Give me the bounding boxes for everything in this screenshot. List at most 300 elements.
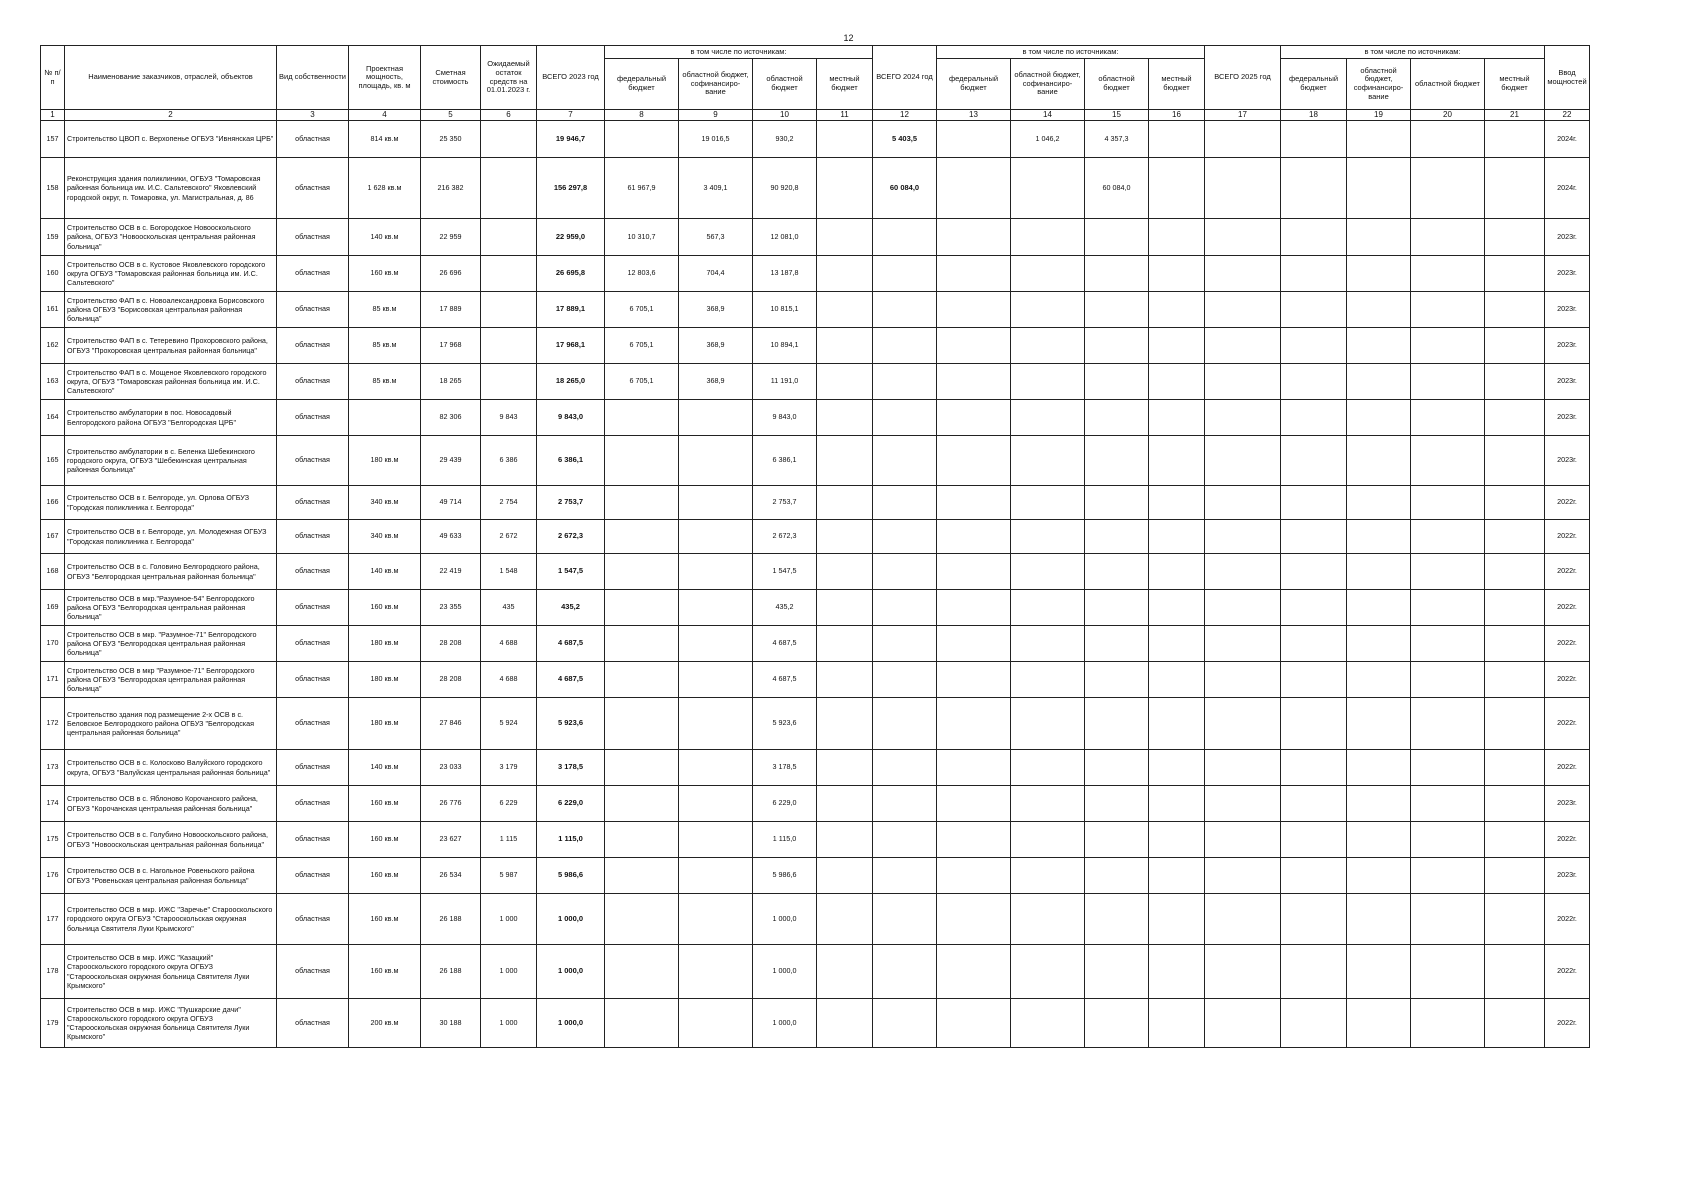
estimated-cost: 22 419 xyxy=(421,554,481,590)
local-2024 xyxy=(1149,590,1205,626)
estimated-cost: 22 959 xyxy=(421,219,481,256)
table-row xyxy=(41,554,1590,590)
regional-2023: 930,2 xyxy=(753,121,817,158)
regional-2023: 1 000,0 xyxy=(753,999,817,1048)
expected-remainder: 1 000 xyxy=(481,945,537,999)
ownership-type: областная xyxy=(277,436,349,486)
total-2023: 1 000,0 xyxy=(537,999,605,1048)
federal-2025 xyxy=(1281,698,1347,750)
row-number: 174 xyxy=(41,786,65,822)
project-capacity: 140 кв.м xyxy=(349,554,421,590)
federal-2023 xyxy=(605,945,679,999)
commission-year: 2024г. xyxy=(1545,158,1590,219)
expected-remainder xyxy=(481,219,537,256)
federal-2023 xyxy=(605,590,679,626)
regional-2024 xyxy=(1085,786,1149,822)
cofinancing-2025 xyxy=(1347,400,1411,436)
column-number: 15 xyxy=(1085,110,1149,121)
col-header-estimate: Сметная стоимость xyxy=(421,46,481,110)
cofinancing-2025 xyxy=(1347,662,1411,698)
local-2025 xyxy=(1485,858,1545,894)
total-2025 xyxy=(1205,999,1281,1048)
regional-2023: 13 187,8 xyxy=(753,256,817,292)
local-2023 xyxy=(817,590,873,626)
project-capacity: 160 кв.м xyxy=(349,590,421,626)
total-2024 xyxy=(873,256,937,292)
total-2025 xyxy=(1205,364,1281,400)
regional-2023: 12 081,0 xyxy=(753,219,817,256)
federal-2024 xyxy=(937,858,1011,894)
federal-2024 xyxy=(937,662,1011,698)
object-name: Строительство ФАП в с. Мощеное Яковлевского городского округа, ОГБУЗ "Томаровская районная больница им. И.С. Сальтевского" xyxy=(65,364,277,400)
cofinancing-2024 xyxy=(1011,945,1085,999)
cofinancing-2025 xyxy=(1347,486,1411,520)
federal-2024 xyxy=(937,328,1011,364)
local-2025 xyxy=(1485,121,1545,158)
table-row xyxy=(41,121,1590,158)
cofinancing-2025 xyxy=(1347,945,1411,999)
local-2023 xyxy=(817,292,873,328)
regional-2024 xyxy=(1085,626,1149,662)
regional-2023: 10 894,1 xyxy=(753,328,817,364)
ownership-type: областная xyxy=(277,662,349,698)
project-capacity xyxy=(349,400,421,436)
row-number: 177 xyxy=(41,894,65,945)
federal-2025 xyxy=(1281,858,1347,894)
local-2023 xyxy=(817,219,873,256)
cofinancing-2024 xyxy=(1011,328,1085,364)
col-header-ownership: Вид собственности xyxy=(277,46,349,110)
investment-table-sheet xyxy=(40,45,1590,1048)
total-2023: 4 687,5 xyxy=(537,662,605,698)
regional-2023: 2 753,7 xyxy=(753,486,817,520)
local-2025 xyxy=(1485,292,1545,328)
regional-2025 xyxy=(1411,400,1485,436)
cofinancing-2023 xyxy=(679,626,753,662)
regional-2025 xyxy=(1411,436,1485,486)
federal-2023: 6 705,1 xyxy=(605,292,679,328)
local-2023 xyxy=(817,520,873,554)
federal-2024 xyxy=(937,486,1011,520)
expected-remainder xyxy=(481,256,537,292)
total-2023: 1 000,0 xyxy=(537,945,605,999)
row-number: 167 xyxy=(41,520,65,554)
column-number: 19 xyxy=(1347,110,1411,121)
expected-remainder: 1 548 xyxy=(481,554,537,590)
local-2025 xyxy=(1485,590,1545,626)
local-2024 xyxy=(1149,219,1205,256)
commission-year: 2022г. xyxy=(1545,626,1590,662)
estimated-cost: 216 382 xyxy=(421,158,481,219)
project-capacity: 200 кв.м xyxy=(349,999,421,1048)
local-2023 xyxy=(817,436,873,486)
federal-2023 xyxy=(605,436,679,486)
total-2024 xyxy=(873,894,937,945)
federal-2025 xyxy=(1281,486,1347,520)
local-2024 xyxy=(1149,436,1205,486)
regional-2024 xyxy=(1085,662,1149,698)
object-name: Строительство ОСВ в г. Белгороде, ул. Орлова ОГБУЗ "Городская поликлиника г. Белгорода" xyxy=(65,486,277,520)
cofinancing-2023 xyxy=(679,945,753,999)
commission-year: 2023г. xyxy=(1545,219,1590,256)
total-2025 xyxy=(1205,292,1281,328)
local-2025 xyxy=(1485,554,1545,590)
local-2024 xyxy=(1149,554,1205,590)
ownership-type: областная xyxy=(277,750,349,786)
local-2025 xyxy=(1485,364,1545,400)
object-name: Строительство ФАП в с. Новоалександровка Борисовского района ОГБУЗ "Борисовская центральная районная больница" xyxy=(65,292,277,328)
ownership-type: областная xyxy=(277,822,349,858)
row-number: 160 xyxy=(41,256,65,292)
cofinancing-2025 xyxy=(1347,158,1411,219)
cofinancing-2023 xyxy=(679,520,753,554)
object-name: Строительство ОСВ в мкр. ИЖС "Заречье" Старооскольского городского округа ОГБУЗ "Старооскольская окружная больница Святителя Луки Крымского" xyxy=(65,894,277,945)
cofinancing-2024 xyxy=(1011,786,1085,822)
cofinancing-2023 xyxy=(679,999,753,1048)
project-capacity: 160 кв.м xyxy=(349,256,421,292)
regional-2024 xyxy=(1085,486,1149,520)
local-2024 xyxy=(1149,858,1205,894)
estimated-cost: 26 776 xyxy=(421,786,481,822)
regional-2023: 435,2 xyxy=(753,590,817,626)
estimated-cost: 29 439 xyxy=(421,436,481,486)
local-2024 xyxy=(1149,786,1205,822)
regional-2024 xyxy=(1085,364,1149,400)
expected-remainder xyxy=(481,158,537,219)
federal-2025 xyxy=(1281,554,1347,590)
federal-2024 xyxy=(937,400,1011,436)
cofinancing-2025 xyxy=(1347,698,1411,750)
total-2025 xyxy=(1205,554,1281,590)
regional-2025 xyxy=(1411,894,1485,945)
total-2025 xyxy=(1205,486,1281,520)
estimated-cost: 23 355 xyxy=(421,590,481,626)
regional-2023: 5 986,6 xyxy=(753,858,817,894)
column-number: 10 xyxy=(753,110,817,121)
local-2024 xyxy=(1149,999,1205,1048)
commission-year: 2023г. xyxy=(1545,292,1590,328)
total-2024 xyxy=(873,436,937,486)
federal-2023: 6 705,1 xyxy=(605,364,679,400)
regional-2025 xyxy=(1411,786,1485,822)
local-2024 xyxy=(1149,364,1205,400)
estimated-cost: 49 633 xyxy=(421,520,481,554)
cofinancing-2024 xyxy=(1011,292,1085,328)
ownership-type: областная xyxy=(277,158,349,219)
regional-2025 xyxy=(1411,590,1485,626)
project-capacity: 814 кв.м xyxy=(349,121,421,158)
ownership-type: областная xyxy=(277,520,349,554)
col-header-federal-2025: федеральный бюджет xyxy=(1281,59,1347,110)
cofinancing-2025 xyxy=(1347,436,1411,486)
total-2025 xyxy=(1205,158,1281,219)
local-2023 xyxy=(817,486,873,520)
local-2025 xyxy=(1485,999,1545,1048)
column-number: 5 xyxy=(421,110,481,121)
ownership-type: областная xyxy=(277,121,349,158)
federal-2023: 10 310,7 xyxy=(605,219,679,256)
expected-remainder xyxy=(481,328,537,364)
federal-2025 xyxy=(1281,121,1347,158)
row-number: 162 xyxy=(41,328,65,364)
cofinancing-2024 xyxy=(1011,626,1085,662)
federal-2025 xyxy=(1281,750,1347,786)
project-capacity: 85 кв.м xyxy=(349,328,421,364)
federal-2025 xyxy=(1281,364,1347,400)
federal-2024 xyxy=(937,520,1011,554)
federal-2025 xyxy=(1281,662,1347,698)
local-2023 xyxy=(817,858,873,894)
federal-2025 xyxy=(1281,256,1347,292)
table-row xyxy=(41,698,1590,750)
estimated-cost: 82 306 xyxy=(421,400,481,436)
expected-remainder: 5 924 xyxy=(481,698,537,750)
regional-2025 xyxy=(1411,364,1485,400)
regional-2024 xyxy=(1085,822,1149,858)
federal-2023 xyxy=(605,698,679,750)
project-capacity: 340 кв.м xyxy=(349,520,421,554)
column-number: 20 xyxy=(1411,110,1485,121)
col-header-federal-2023: федеральный бюджет xyxy=(605,59,679,110)
row-number: 168 xyxy=(41,554,65,590)
regional-2023: 9 843,0 xyxy=(753,400,817,436)
regional-2024 xyxy=(1085,520,1149,554)
total-2025 xyxy=(1205,750,1281,786)
estimated-cost: 17 889 xyxy=(421,292,481,328)
local-2023 xyxy=(817,698,873,750)
local-2023 xyxy=(817,999,873,1048)
row-number: 179 xyxy=(41,999,65,1048)
federal-2024 xyxy=(937,364,1011,400)
total-2024 xyxy=(873,590,937,626)
col-header-total-2023: ВСЕГО 2023 год xyxy=(537,46,605,110)
federal-2023 xyxy=(605,858,679,894)
regional-2025 xyxy=(1411,858,1485,894)
total-2023: 6 229,0 xyxy=(537,786,605,822)
expected-remainder: 4 688 xyxy=(481,662,537,698)
cofinancing-2025 xyxy=(1347,894,1411,945)
regional-2024 xyxy=(1085,328,1149,364)
cofinancing-2023 xyxy=(679,786,753,822)
row-number: 173 xyxy=(41,750,65,786)
expected-remainder: 3 179 xyxy=(481,750,537,786)
local-2025 xyxy=(1485,400,1545,436)
commission-year: 2023г. xyxy=(1545,364,1590,400)
col-header-local-2025: местный бюджет xyxy=(1485,59,1545,110)
federal-2025 xyxy=(1281,590,1347,626)
ownership-type: областная xyxy=(277,256,349,292)
row-number: 176 xyxy=(41,858,65,894)
table-row xyxy=(41,750,1590,786)
regional-2023: 6 229,0 xyxy=(753,786,817,822)
table-row xyxy=(41,436,1590,486)
total-2024 xyxy=(873,750,937,786)
regional-2023: 6 386,1 xyxy=(753,436,817,486)
table-row xyxy=(41,158,1590,219)
ownership-type: областная xyxy=(277,328,349,364)
project-capacity: 160 кв.м xyxy=(349,894,421,945)
regional-2024 xyxy=(1085,750,1149,786)
estimated-cost: 30 188 xyxy=(421,999,481,1048)
cofinancing-2024: 1 046,2 xyxy=(1011,121,1085,158)
commission-year: 2022г. xyxy=(1545,486,1590,520)
regional-2023: 11 191,0 xyxy=(753,364,817,400)
local-2024 xyxy=(1149,520,1205,554)
column-number: 13 xyxy=(937,110,1011,121)
federal-2025 xyxy=(1281,158,1347,219)
total-2023: 6 386,1 xyxy=(537,436,605,486)
cofinancing-2024 xyxy=(1011,750,1085,786)
cofinancing-2024 xyxy=(1011,858,1085,894)
expected-remainder xyxy=(481,121,537,158)
federal-2023 xyxy=(605,662,679,698)
estimated-cost: 26 188 xyxy=(421,945,481,999)
total-2023: 156 297,8 xyxy=(537,158,605,219)
regional-2024: 60 084,0 xyxy=(1085,158,1149,219)
regional-2023: 10 815,1 xyxy=(753,292,817,328)
local-2025 xyxy=(1485,626,1545,662)
regional-2024 xyxy=(1085,894,1149,945)
cofinancing-2025 xyxy=(1347,858,1411,894)
regional-2024 xyxy=(1085,999,1149,1048)
ownership-type: областная xyxy=(277,894,349,945)
table-row xyxy=(41,999,1590,1048)
project-capacity: 140 кв.м xyxy=(349,219,421,256)
col-header-total-2024: ВСЕГО 2024 год xyxy=(873,46,937,110)
expected-remainder: 6 229 xyxy=(481,786,537,822)
column-number: 4 xyxy=(349,110,421,121)
expected-remainder: 4 688 xyxy=(481,626,537,662)
cofinancing-2023: 3 409,1 xyxy=(679,158,753,219)
local-2025 xyxy=(1485,750,1545,786)
total-2025 xyxy=(1205,256,1281,292)
federal-2023 xyxy=(605,486,679,520)
regional-2024 xyxy=(1085,292,1149,328)
column-number: 16 xyxy=(1149,110,1205,121)
project-capacity: 340 кв.м xyxy=(349,486,421,520)
regional-2025 xyxy=(1411,662,1485,698)
estimated-cost: 25 350 xyxy=(421,121,481,158)
local-2025 xyxy=(1485,698,1545,750)
total-2025 xyxy=(1205,662,1281,698)
total-2024: 60 084,0 xyxy=(873,158,937,219)
column-number: 21 xyxy=(1485,110,1545,121)
federal-2024 xyxy=(937,786,1011,822)
federal-2023 xyxy=(605,400,679,436)
total-2024 xyxy=(873,698,937,750)
object-name: Строительство ОСВ в мкр. "Разумное-71" Белгородского района ОГБУЗ "Белгородская центральная районная больница" xyxy=(65,626,277,662)
column-number: 3 xyxy=(277,110,349,121)
col-header-capacity: Проектная мощность, площадь, кв. м xyxy=(349,46,421,110)
object-name: Строительство ФАП в с. Тетеревино Прохоровского района, ОГБУЗ "Прохоровская центральная районная больница" xyxy=(65,328,277,364)
table-row xyxy=(41,520,1590,554)
cofinancing-2024 xyxy=(1011,158,1085,219)
row-number: 158 xyxy=(41,158,65,219)
column-number: 9 xyxy=(679,110,753,121)
local-2023 xyxy=(817,786,873,822)
total-2024 xyxy=(873,626,937,662)
row-number: 166 xyxy=(41,486,65,520)
commission-year: 2022г. xyxy=(1545,894,1590,945)
table-row xyxy=(41,945,1590,999)
local-2025 xyxy=(1485,158,1545,219)
project-capacity: 160 кв.м xyxy=(349,822,421,858)
cofinancing-2023: 704,4 xyxy=(679,256,753,292)
col-header-regional-2025: областной бюджет xyxy=(1411,59,1485,110)
ownership-type: областная xyxy=(277,858,349,894)
total-2024 xyxy=(873,520,937,554)
total-2025 xyxy=(1205,436,1281,486)
commission-year: 2022г. xyxy=(1545,554,1590,590)
table-row xyxy=(41,256,1590,292)
total-2023: 17 968,1 xyxy=(537,328,605,364)
page-number: 12 xyxy=(843,33,854,43)
cofinancing-2024 xyxy=(1011,400,1085,436)
total-2023: 19 946,7 xyxy=(537,121,605,158)
federal-2023: 12 803,6 xyxy=(605,256,679,292)
ownership-type: областная xyxy=(277,292,349,328)
estimated-cost: 26 188 xyxy=(421,894,481,945)
local-2024 xyxy=(1149,486,1205,520)
commission-year: 2022г. xyxy=(1545,822,1590,858)
row-number: 175 xyxy=(41,822,65,858)
federal-2023 xyxy=(605,121,679,158)
federal-2025 xyxy=(1281,436,1347,486)
total-2023: 435,2 xyxy=(537,590,605,626)
expected-remainder: 6 386 xyxy=(481,436,537,486)
object-name: Строительство ОСВ в с. Нагольное Ровеньского района ОГБУЗ "Ровеньская центральная районная больница" xyxy=(65,858,277,894)
estimated-cost: 17 968 xyxy=(421,328,481,364)
local-2024 xyxy=(1149,698,1205,750)
federal-2024 xyxy=(937,292,1011,328)
column-number: 1 xyxy=(41,110,65,121)
cofinancing-2023 xyxy=(679,436,753,486)
table-row xyxy=(41,590,1590,626)
row-number: 171 xyxy=(41,662,65,698)
regional-2024 xyxy=(1085,400,1149,436)
project-capacity: 160 кв.м xyxy=(349,945,421,999)
total-2023: 17 889,1 xyxy=(537,292,605,328)
col-header-n: № п/п xyxy=(41,46,65,110)
estimated-cost: 49 714 xyxy=(421,486,481,520)
local-2023 xyxy=(817,626,873,662)
table-row xyxy=(41,662,1590,698)
col-header-cofin-2024: областной бюджет, софинансиро-вание xyxy=(1011,59,1085,110)
estimated-cost: 28 208 xyxy=(421,662,481,698)
col-header-commission: Ввод мощностей xyxy=(1545,46,1590,110)
total-2024 xyxy=(873,945,937,999)
object-name: Строительство ОСВ в мкр. ИЖС "Пушкарские дачи" Старооскольского городского округа ОГБУЗ "Старооскольская окружная больница Святителя Луки Крымского" xyxy=(65,999,277,1048)
object-name: Строительство амбулатории в с. Беленка Шебекинского городского округа, ОГБУЗ "Шебекинская центральная районная больница" xyxy=(65,436,277,486)
regional-2024 xyxy=(1085,945,1149,999)
cofinancing-2024 xyxy=(1011,219,1085,256)
regional-2024 xyxy=(1085,590,1149,626)
object-name: Строительство ОСВ в мкр. ИЖС "Казацкий" Старооскольского городского округа ОГБУЗ "Старооскольская окружная больница Святителя Луки Крымского" xyxy=(65,945,277,999)
local-2023 xyxy=(817,662,873,698)
row-number: 157 xyxy=(41,121,65,158)
expected-remainder: 1 115 xyxy=(481,822,537,858)
cofinancing-2025 xyxy=(1347,256,1411,292)
total-2023: 26 695,8 xyxy=(537,256,605,292)
federal-2025 xyxy=(1281,945,1347,999)
federal-2024 xyxy=(937,121,1011,158)
object-name: Строительство ОСВ в с. Яблоново Корочанского района, ОГБУЗ "Корочанская центральная районная больница" xyxy=(65,786,277,822)
cofinancing-2023 xyxy=(679,554,753,590)
ownership-type: областная xyxy=(277,400,349,436)
cofinancing-2023 xyxy=(679,894,753,945)
expected-remainder xyxy=(481,364,537,400)
local-2024 xyxy=(1149,662,1205,698)
